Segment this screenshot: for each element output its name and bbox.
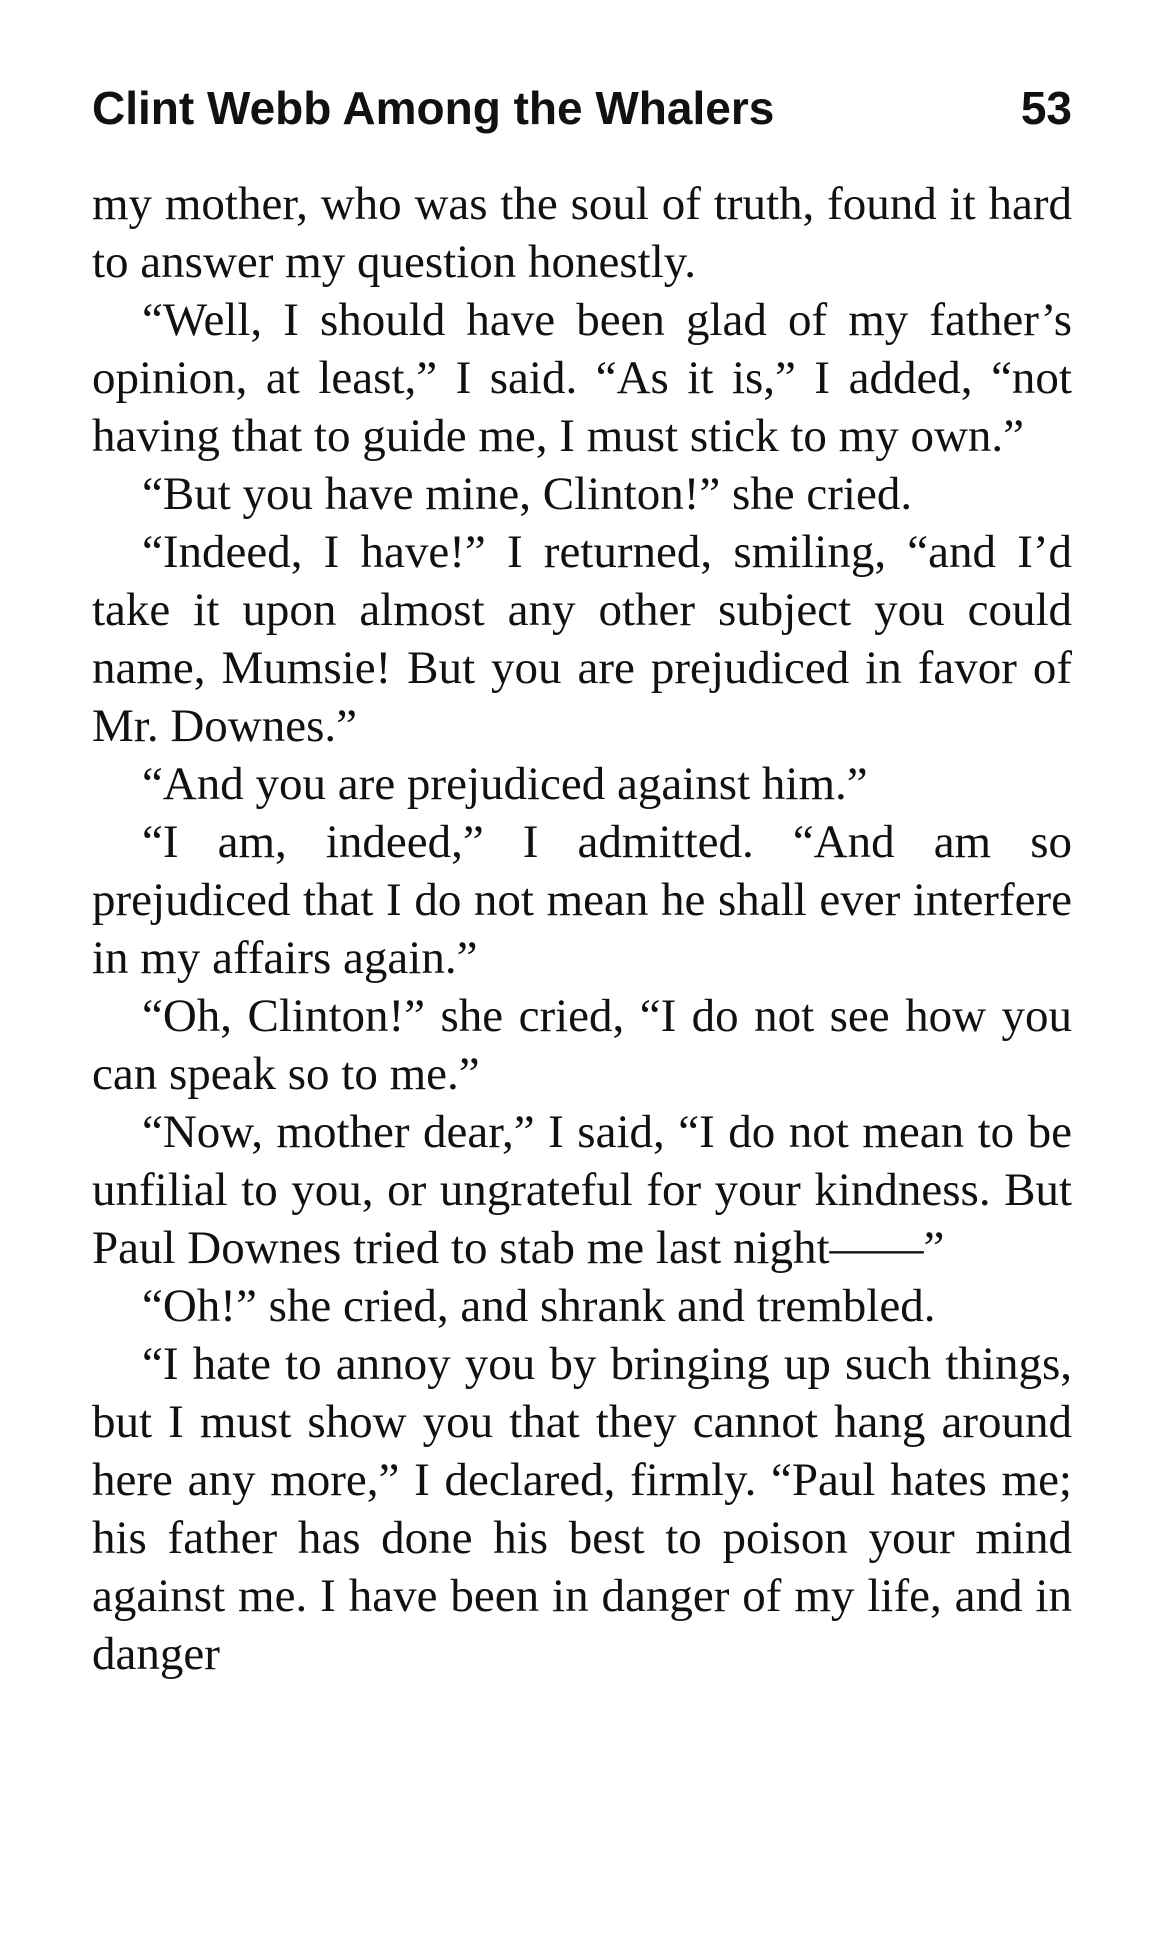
paragraph: “I hate to annoy you by bringing up such things, but I must show you that they cannot hang around here any more,” I declared, firmly. “Paul hates me; his father has done his best to poison your mind against me. I have been in danger of my life, and in danger [92,1338,1072,1680]
body-text [92,175,1072,1683]
paragraph: “I am, indeed,” I admitted. “And am so prejudiced that I do not mean he shall ever interfere in my affairs again.” [92,816,1072,984]
page-number: 53 [1020,82,1072,134]
running-head-title: Clint Webb Among the Whalers [92,82,775,134]
paragraph: “Oh, Clinton!” she cried, “I do not see how you can speak so to me.” [92,990,1072,1100]
running-head [92,78,1072,138]
paragraph: “Oh!” she cried, and shrank and trembled. [142,1280,936,1332]
paragraph: “Now, mother dear,” I said, “I do not mean to be unfilial to you, or ungrateful for your kindness. But Paul Downes tried to stab me last night——” [92,1106,1072,1274]
paragraph: “But you have mine, Clinton!” she cried. [142,468,913,520]
paragraph: my mother, who was the soul of truth, found it hard to answer my question honestly. [92,178,1072,288]
paragraph: “Well, I should have been glad of my father’s opinion, at least,” I said. “As it is,” I added, “not having that to guide me, I must stick to my own.” [92,294,1072,462]
paragraph: “And you are prejudiced against him.” [142,758,868,810]
paragraph: “Indeed, I have!” I returned, smiling, “and I’d take it upon almost any other subject you could name, Mumsie! But you are prejudiced in favor of Mr. Downes.” [92,526,1072,752]
